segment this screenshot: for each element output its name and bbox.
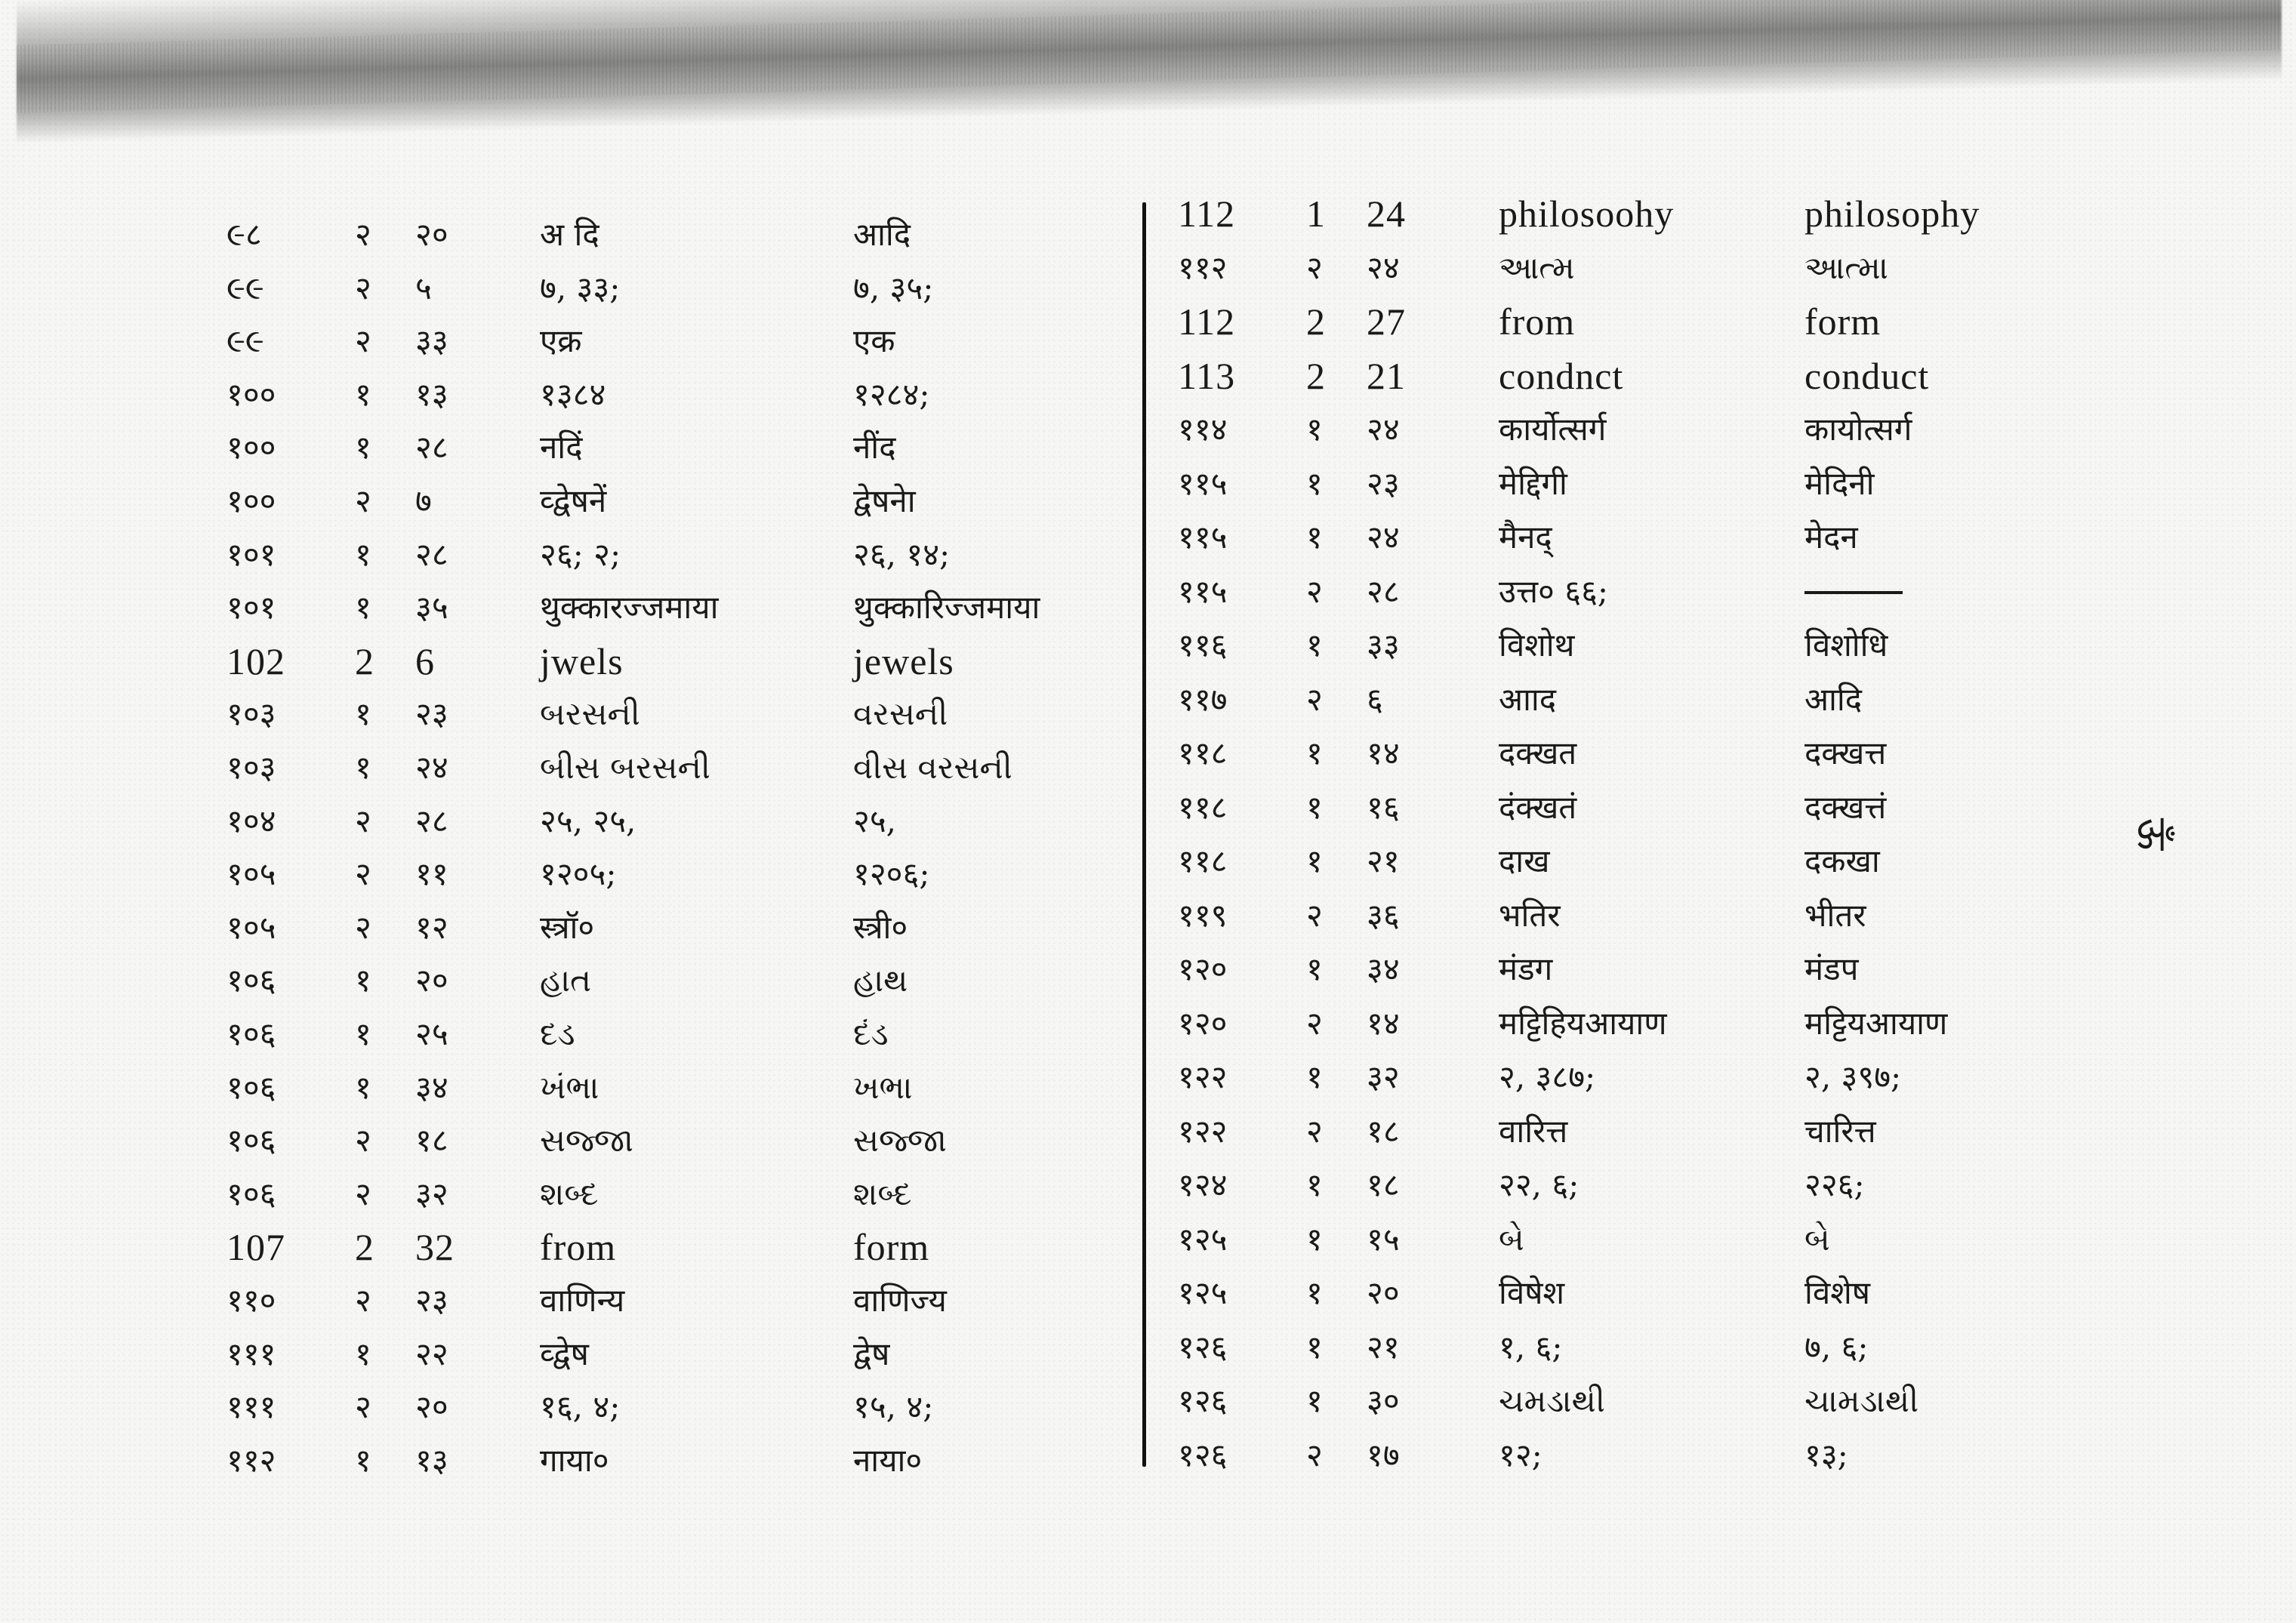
incorrect-text: व्द्वेषनें: [540, 482, 607, 519]
page-number: 102: [227, 639, 285, 682]
margin-mark: ऊँ: [2128, 818, 2177, 851]
correct-text: form: [1804, 300, 1881, 343]
page-number: ११५: [1178, 519, 1228, 556]
page-number: १०६: [227, 1122, 276, 1160]
column-number: १: [355, 1068, 371, 1106]
correct-text: वाणिज्य: [853, 1282, 947, 1319]
incorrect-text: jwels: [540, 639, 624, 682]
correct-text: ७, ३५;: [853, 269, 934, 306]
line-number: २०: [415, 216, 448, 253]
page-number: ११८: [1178, 788, 1228, 826]
line-number: २४: [1367, 519, 1400, 556]
line-number: ७: [415, 482, 432, 519]
column-number: २: [1306, 896, 1323, 934]
incorrect-text: १२;: [1499, 1436, 1542, 1474]
page-number: १०५: [227, 855, 276, 893]
incorrect-text: ખંભા: [540, 1068, 599, 1106]
column-number: २: [355, 322, 371, 360]
incorrect-text: condnct: [1499, 354, 1624, 397]
incorrect-text: २५, २५,: [540, 802, 636, 839]
correct-text: form: [853, 1226, 930, 1269]
page-number: ११२: [1178, 248, 1228, 286]
line-number: २४: [1367, 411, 1400, 448]
incorrect-text: दाख: [1499, 842, 1550, 879]
page-number: १०१: [227, 535, 276, 573]
correct-text: कायोत्सर्ग: [1804, 411, 1912, 448]
incorrect-text: एक्र: [540, 322, 582, 360]
page-number: ११७: [1178, 680, 1228, 718]
correct-text: नींद: [853, 429, 896, 467]
column-number: १: [1306, 411, 1323, 448]
column-number: २: [1306, 248, 1323, 286]
correct-text: १५, ४;: [853, 1388, 934, 1426]
line-number: १४: [1367, 735, 1400, 771]
incorrect-text: philosoohy: [1499, 192, 1675, 235]
line-number: १८: [1367, 1166, 1400, 1203]
incorrect-text: मंडग: [1499, 950, 1553, 987]
column-number: १: [1306, 1382, 1323, 1419]
correct-text: १२०६;: [853, 855, 930, 893]
correct-text: ચામડાથી: [1804, 1382, 1919, 1419]
incorrect-text: १, ६;: [1499, 1328, 1563, 1366]
page-number: १०६: [227, 1015, 276, 1052]
column-number: १: [1306, 627, 1323, 664]
line-number: २०: [415, 962, 448, 999]
incorrect-text: स्त्रॉ०: [540, 908, 595, 946]
column-number: १: [355, 1335, 371, 1372]
incorrect-text: બીસ બરસની: [540, 749, 710, 786]
line-number: २२: [415, 1335, 448, 1372]
page-number: १०६: [227, 962, 276, 999]
line-number: २०: [1367, 1274, 1400, 1311]
column-number: १: [355, 1015, 371, 1052]
line-number: २८: [415, 802, 448, 839]
column-number: २: [1306, 680, 1323, 718]
incorrect-text: वारित्त: [1499, 1112, 1568, 1150]
column-number: 2: [1306, 354, 1326, 397]
page-number: १००: [227, 429, 276, 467]
page-number: १०६: [227, 1175, 276, 1212]
line-number: ३६: [1367, 896, 1400, 934]
page-number: १०३: [227, 749, 276, 786]
correct-text: २, ३९७;: [1804, 1058, 1902, 1095]
incorrect-text: मेद्दिगी: [1499, 464, 1567, 502]
line-number: १६: [1367, 788, 1400, 826]
incorrect-text: ચમડાથી: [1499, 1382, 1605, 1419]
correct-text: थुक्कारिज्जमाया: [853, 589, 1040, 627]
column-number: १: [355, 962, 371, 999]
line-number: २३: [1367, 464, 1400, 502]
page-number: १०१: [227, 589, 276, 627]
column-divider: [1142, 202, 1146, 1467]
line-number: २४: [1367, 248, 1400, 286]
correct-text: दक्खत्त: [1804, 735, 1887, 771]
incorrect-text: कार्योत्सर्ग: [1499, 411, 1607, 448]
column-number: १: [1306, 950, 1323, 987]
correct-text: चारित्त: [1804, 1112, 1876, 1150]
incorrect-text: from: [1499, 300, 1576, 343]
correct-text: વીસ વરસની: [853, 749, 1012, 786]
line-number: ३४: [1367, 950, 1400, 987]
line-number: २८: [415, 535, 448, 573]
column-number: २: [355, 216, 371, 253]
incorrect-text: હાત: [540, 962, 591, 999]
page-number: १२६: [1178, 1382, 1228, 1419]
correct-text: ખભા: [853, 1068, 913, 1106]
line-number: ५: [415, 269, 432, 306]
line-number: ११: [415, 855, 448, 893]
line-number: ३४: [415, 1068, 448, 1106]
line-number: 32: [415, 1226, 455, 1269]
column-number: २: [355, 908, 371, 946]
correct-text: विशोधि: [1804, 627, 1888, 664]
incorrect-text: अ दि: [540, 216, 599, 253]
column-number: 2: [355, 639, 374, 682]
page-number: ११६: [1178, 627, 1228, 664]
column-number: १: [355, 535, 371, 573]
page-number: ११५: [1178, 572, 1228, 610]
correct-text: नाया०: [853, 1441, 923, 1479]
correct-text: आदि: [853, 216, 911, 253]
column-number: २: [355, 802, 371, 839]
incorrect-text: २६; २;: [540, 535, 621, 573]
incorrect-text: आाद: [1499, 680, 1557, 718]
page-number: १०४: [227, 802, 276, 839]
incorrect-text: २, ३८७;: [1499, 1058, 1596, 1095]
column-number: १: [1306, 788, 1323, 826]
column-number: १: [1306, 1220, 1323, 1258]
page-number: १२४: [1178, 1166, 1228, 1203]
column-number: १: [1306, 1166, 1323, 1203]
line-number: २३: [415, 695, 448, 733]
incorrect-text: १२०५;: [540, 855, 617, 893]
column-number: २: [1306, 572, 1323, 610]
column-number: १: [355, 429, 371, 467]
page-number: 112: [1178, 300, 1236, 343]
incorrect-text: व्द्वेष: [540, 1335, 589, 1372]
incorrect-text: नदिं: [540, 429, 583, 467]
line-number: ३२: [1367, 1058, 1400, 1095]
line-number: ३०: [1367, 1382, 1400, 1419]
line-number: 27: [1367, 300, 1406, 343]
page-number: १२६: [1178, 1328, 1228, 1366]
line-number: १३: [415, 1441, 448, 1479]
incorrect-text: આત્મ: [1499, 248, 1575, 286]
incorrect-text: દડ: [540, 1015, 575, 1052]
line-number: 24: [1367, 192, 1406, 235]
column-number: 1: [1306, 192, 1326, 235]
correct-text: भीतर: [1804, 896, 1866, 934]
column-number: 2: [1306, 300, 1326, 343]
incorrect-text: गाया०: [540, 1441, 609, 1479]
line-number: १८: [415, 1122, 448, 1160]
line-number: 6: [415, 639, 435, 682]
incorrect-text: विशोथ: [1499, 627, 1575, 664]
correct-text: શબ્દ: [853, 1175, 912, 1212]
correct-text: २२६;: [1804, 1166, 1865, 1203]
correct-text: स्त्री०: [853, 908, 908, 946]
line-number: १४: [1367, 1004, 1400, 1042]
page-number: ११४: [1178, 411, 1228, 448]
column-number: २: [1306, 1112, 1323, 1150]
page-number: 113: [1178, 354, 1236, 397]
line-number: ३३: [1367, 627, 1400, 664]
column-number: १: [1306, 1274, 1323, 1311]
correct-text: વરસની: [853, 695, 948, 733]
incorrect-text: બરસની: [540, 695, 640, 733]
incorrect-text: શબ્દ: [540, 1175, 599, 1212]
line-number: 21: [1367, 354, 1406, 397]
correct-text: १३;: [1804, 1436, 1848, 1474]
correct-text: मट्टियआयाण: [1804, 1004, 1948, 1042]
incorrect-text: ७, ३३;: [540, 269, 621, 306]
line-number: २३: [415, 1282, 448, 1319]
column-number: १: [355, 695, 371, 733]
page-number: १११: [227, 1388, 276, 1426]
line-number: २५: [415, 1015, 448, 1052]
incorrect-text: २२, ६;: [1499, 1166, 1579, 1203]
column-number: १: [1306, 1328, 1323, 1366]
line-number: ३५: [415, 589, 448, 627]
column-number: १: [355, 375, 371, 413]
correct-text: २५,: [853, 802, 897, 839]
correct-text: आदि: [1804, 680, 1863, 718]
page-number: १२०: [1178, 950, 1228, 987]
line-number: २०: [415, 1388, 448, 1426]
column-number: २: [355, 855, 371, 893]
incorrect-text: विषेश: [1499, 1274, 1565, 1311]
incorrect-text: બે: [1499, 1220, 1524, 1258]
correct-text: दकखा: [1804, 842, 1880, 879]
page-number: १०५: [227, 908, 276, 946]
page-number: 112: [1178, 192, 1236, 235]
incorrect-text: थुक्कारज्जमाया: [540, 589, 719, 627]
page-number: १२०: [1178, 1004, 1228, 1042]
incorrect-text: भतिर: [1499, 896, 1561, 934]
column-number: २: [1306, 1004, 1323, 1042]
page-number: १२६: [1178, 1436, 1228, 1474]
page-number: १२५: [1178, 1220, 1228, 1258]
correct-text: સજ્જા: [853, 1122, 947, 1160]
correct-text: मेदिनी: [1804, 464, 1875, 502]
incorrect-text: from: [540, 1226, 617, 1269]
column-number: २: [355, 269, 371, 306]
incorrect-text: दंक्खतं: [1499, 788, 1577, 826]
page-number: ११०: [227, 1282, 276, 1319]
line-number: ३२: [415, 1175, 448, 1212]
page-number: १००: [227, 482, 276, 519]
incorrect-text: સજ્જા: [540, 1122, 633, 1160]
line-number: १७: [1367, 1436, 1400, 1474]
column-number: १: [1306, 1058, 1323, 1095]
correct-text: હાથ: [853, 962, 908, 999]
page-number: १०६: [227, 1068, 276, 1106]
column-number: २: [355, 482, 371, 519]
correct-text: ७, ६;: [1804, 1328, 1869, 1366]
correct-text: jewels: [853, 639, 954, 682]
correct-text: द्वेष: [853, 1335, 890, 1372]
page-number: १२२: [1178, 1058, 1228, 1095]
page-number: ११८: [1178, 842, 1228, 879]
column-number: १: [1306, 735, 1323, 771]
line-number: २४: [415, 749, 448, 786]
page-number: ११५: [1178, 464, 1228, 502]
line-number: १८: [1367, 1112, 1400, 1150]
line-number: १३: [415, 375, 448, 413]
line-number: २८: [415, 429, 448, 467]
correct-text: दक्खत्तं: [1804, 788, 1887, 826]
correct-text: मंडप: [1804, 950, 1859, 987]
correct-text: conduct: [1804, 354, 1930, 397]
incorrect-text: १३८४: [540, 375, 606, 413]
page-number: १०३: [227, 695, 276, 733]
correct-text: विशेष: [1804, 1274, 1871, 1311]
correct-text: દંડ: [853, 1015, 889, 1052]
incorrect-text: मट्टिहियआयाण: [1499, 1004, 1667, 1042]
column-number: १: [1306, 842, 1323, 879]
line-number: ६: [1367, 680, 1383, 718]
line-number: २१: [1367, 1328, 1400, 1366]
page-number: ૯૯: [227, 269, 264, 306]
column-number: २: [1306, 1436, 1323, 1474]
column-number: १: [1306, 464, 1323, 502]
page-number: 107: [227, 1226, 285, 1269]
incorrect-text: मैनद्: [1499, 519, 1552, 556]
line-number: १५: [1367, 1220, 1400, 1258]
correct-text: २६, १४;: [853, 535, 951, 573]
correct-text: આત્મા: [1804, 248, 1888, 286]
page-number: ૯૯: [227, 322, 264, 360]
page-number: १२२: [1178, 1112, 1228, 1150]
correct-text: philosophy: [1804, 192, 1980, 235]
line-number: ३३: [415, 322, 448, 360]
incorrect-text: दक्खत: [1499, 735, 1577, 771]
column-number: १: [355, 1441, 371, 1479]
line-number: २१: [1367, 842, 1400, 879]
column-number: 2: [355, 1226, 374, 1269]
correct-text: द्वेषनेा: [853, 482, 916, 519]
correct-text: एक: [853, 322, 895, 360]
page-number: १००: [227, 375, 276, 413]
page-number: ११९: [1178, 896, 1228, 934]
column-number: १: [355, 589, 371, 627]
page-number: ૯८: [227, 216, 262, 253]
page-number: ११२: [227, 1441, 276, 1479]
correct-text: બે: [1804, 1220, 1830, 1258]
line-number: २८: [1367, 572, 1400, 610]
incorrect-text: वाणिन्य: [540, 1282, 625, 1319]
column-number: १: [1306, 519, 1323, 556]
column-number: २: [355, 1282, 371, 1319]
correction-dash: [1804, 591, 1903, 594]
correct-text: १२८४;: [853, 375, 930, 413]
column-number: २: [355, 1122, 371, 1160]
incorrect-text: १६, ४;: [540, 1388, 621, 1426]
column-number: २: [355, 1388, 371, 1426]
page-number: १११: [227, 1335, 276, 1372]
incorrect-text: उत्त० ६६;: [1499, 572, 1609, 610]
page-number: ११८: [1178, 735, 1228, 771]
page-number: १२५: [1178, 1274, 1228, 1311]
column-number: १: [355, 749, 371, 786]
line-number: १२: [415, 908, 448, 946]
column-number: २: [355, 1175, 371, 1212]
correct-text: मेदन: [1804, 519, 1858, 556]
